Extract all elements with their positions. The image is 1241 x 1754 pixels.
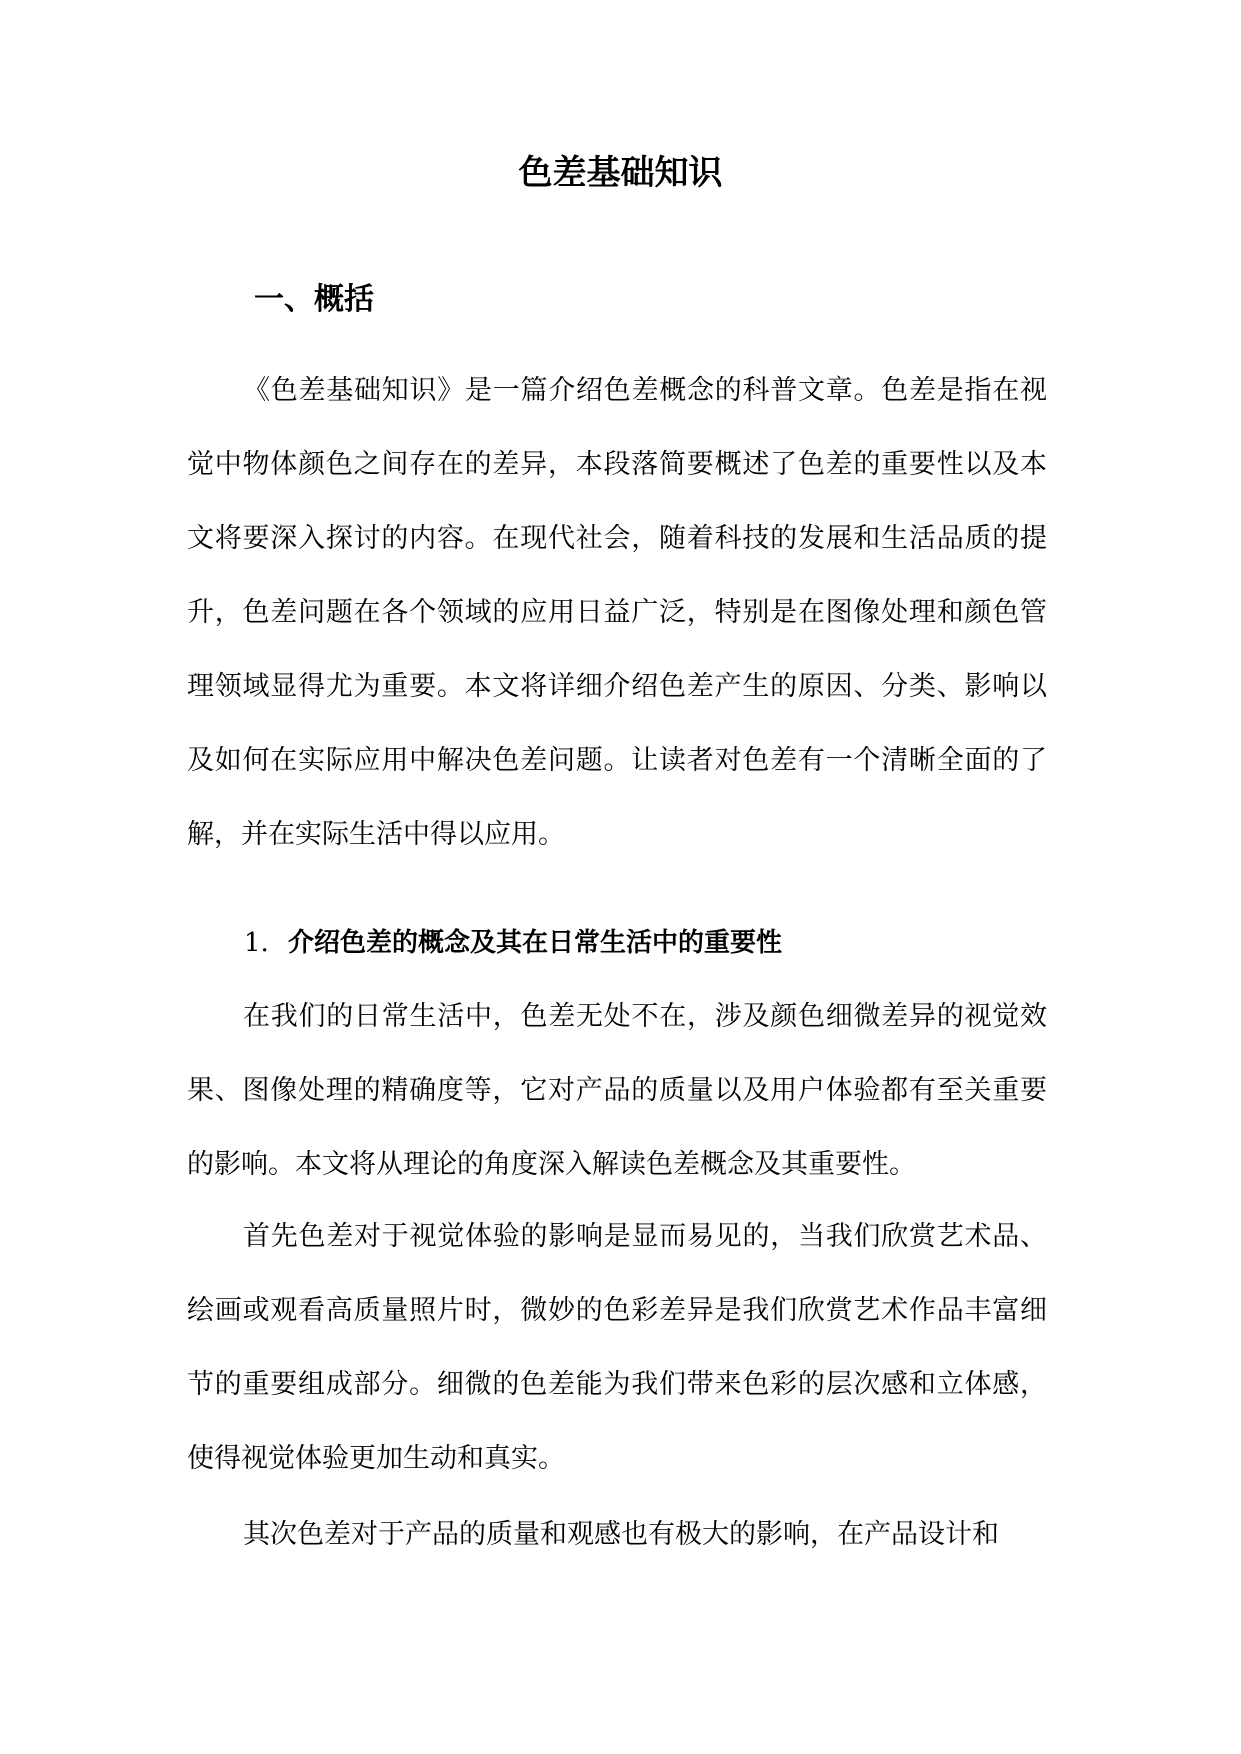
body-paragraph: 首先色差对于视觉体验的影响是显而易见的，当我们欣赏艺术品、绘画或观看高质量照片时，微妙的色彩差异是我们欣赏艺术作品丰富细节的重要组成部分。细微的色差能为我们带来色彩的层次感和立体感，使得视觉体验更加生动和真实。	[187, 1221, 1047, 1474]
subsection-title: 介绍色差的概念及其在日常生活中的重要性	[288, 928, 783, 958]
section-heading-overview: 一、概括	[254, 282, 374, 317]
body-paragraph: 其次色差对于产品的质量和观感也有极大的影响，在产品设计和	[243, 1519, 999, 1550]
body-paragraph: 在我们的日常生活中，色差无处不在，涉及颜色细微差异的视觉效果、图像处理的精确度等，它对产品的质量以及用户体验都有至关重要的影响。本文将从理论的角度深入解读色差概念及其重要性。	[187, 1001, 1047, 1180]
subsection-number: 1.	[244, 928, 269, 958]
overview-paragraph: 《色差基础知识》是一篇介绍色差概念的科普文章。色差是指在视觉中物体颜色之间存在的差异，本段落简要概述了色差的重要性以及本文将要深入探讨的内容。在现代社会，随着科技的发展和生活品质的提升，色差问题在各个领域的应用日益广泛，特别是在图像处理和颜色管理领域显得尤为重要。本文将详细介绍色差产生的原因、分类、影响以及如何在实际应用中解决色差问题。让读者对色差有一个清晰全面的了解，并在实际生活中得以应用。	[187, 375, 1047, 850]
document-title: 色差基础知识	[518, 153, 723, 193]
subsection-heading	[244, 918, 782, 968]
